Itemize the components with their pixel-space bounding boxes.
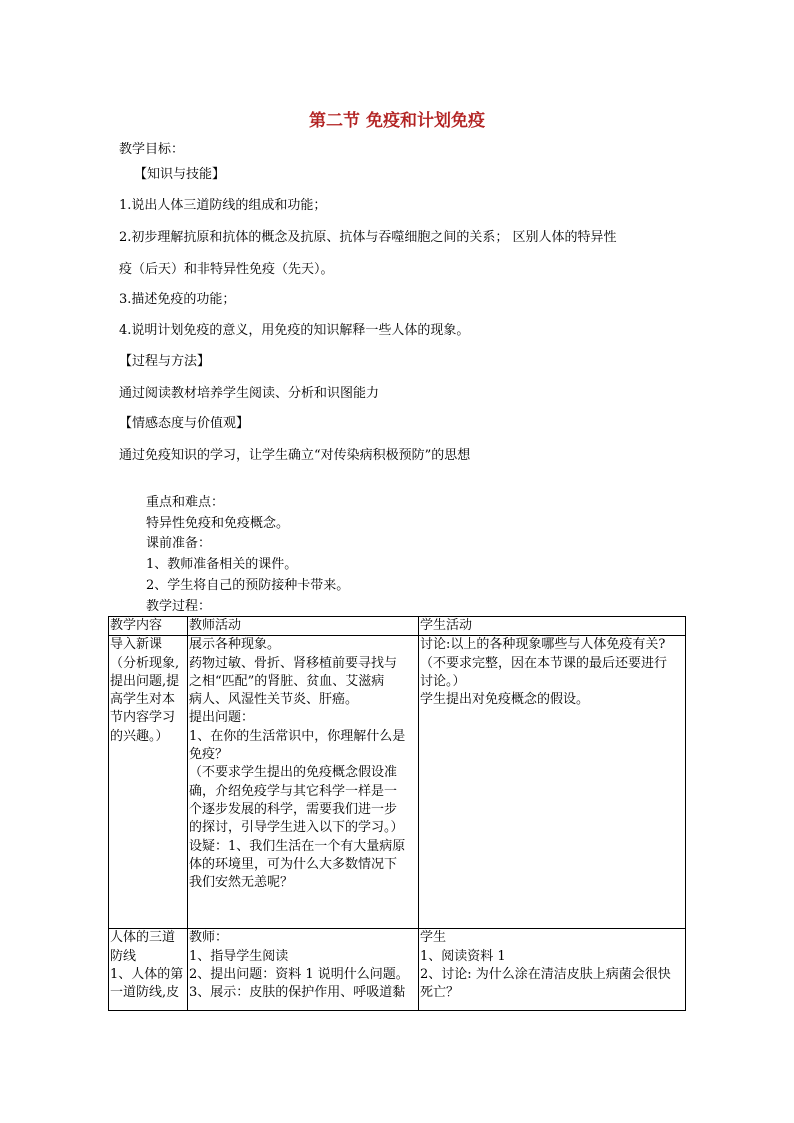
objective-item: 4.说明计划免疫的意义，用免疫的知识解释一些人体的现象。 [119, 323, 470, 338]
cell-line: （分析现象, [110, 655, 180, 671]
cell-line: 一道防线,皮 [110, 985, 180, 1001]
objective-item: 疫（后天）和非特异性免疫（先天）。 [119, 262, 334, 277]
teaching-process-heading: 教学过程： [146, 599, 212, 614]
content-cell [109, 929, 188, 1011]
objective-item: 2.初步理解抗原和抗体的概念及抗原、抗体与吞噬细胞之间的关系； 区别人体的特异性 [119, 230, 617, 245]
cell-line: 的探讨，引导学生进入以下的学习。） [189, 820, 404, 836]
cell-line: 病人、风湿性关节炎、肝癌。 [189, 692, 359, 708]
cell-line: 2、讨论: 为什么涂在清洁皮肤上病菌会很快 [420, 966, 671, 982]
header-cell: 学生活动 [419, 617, 686, 636]
cell-line: 展示各种现象。 [189, 637, 281, 653]
process-heading: 【过程与方法】 [119, 354, 211, 369]
cell-line: 提出问题,提 [110, 673, 180, 689]
knowledge-heading: 【知识与技能】 [134, 167, 226, 182]
cell-line: 3、展示：皮肤的保护作用、呼吸道黏 [189, 985, 406, 1001]
cell-line: 体的环境里，可为什么大多数情况下 [189, 856, 398, 872]
table-row [109, 636, 686, 929]
student-cell [419, 636, 686, 929]
cell-line: 之相“匹配”的肾脏、贫血、艾滋病 [189, 673, 385, 689]
cell-line: 1、人体的第 [110, 966, 184, 982]
lesson-table [108, 616, 686, 1011]
cell-line: 讨论:以上的各种现象哪些与人体免疫有关? [420, 637, 666, 653]
cell-line: 高学生对本 [110, 692, 176, 708]
cell-line: 设疑：1、我们生活在一个有大量病原 [189, 838, 406, 854]
prep-item: 2、学生将自己的预防接种卡带来。 [146, 578, 350, 593]
objective-item: 1.说出人体三道防线的组成和功能； [119, 198, 327, 213]
cell-line: 药物过敏、骨折、肾移植前要寻找与 [189, 655, 398, 671]
cell-line: 教师： [189, 930, 229, 946]
student-cell [419, 929, 686, 1011]
cell-line: 人体的三道 [110, 930, 176, 946]
cell-line: 学生 [420, 930, 447, 946]
cell-line: 免疫？ [189, 747, 229, 763]
cell-line: 个逐步发展的科学，需要我们进一步 [189, 801, 398, 817]
cell-line: 学生提出对免疫概念的假设。 [420, 692, 590, 708]
focus-text: 特异性免疫和免疫概念。 [146, 516, 290, 531]
content-cell [109, 636, 188, 929]
cell-line: 1、指导学生阅读 [189, 948, 289, 964]
table-row [109, 929, 686, 1011]
objective-item: 3.描述免疫的功能； [119, 292, 236, 307]
cell-line: 节内容学习 [110, 710, 176, 726]
attitude-heading: 【情感态度与价值观】 [119, 416, 250, 431]
header-cell: 教学内容 [109, 617, 188, 636]
cell-line: 1、在你的生活常识中，你理解什么是 [189, 728, 406, 744]
header-cell: 教师活动 [188, 617, 419, 636]
cell-line: 防线 [110, 948, 137, 964]
cell-line: 提出问题： [189, 710, 255, 726]
prep-heading: 课前准备： [146, 536, 212, 551]
cell-line: 我们安然无恙呢？ [189, 875, 294, 891]
prep-item: 1、教师准备相关的课件。 [146, 557, 298, 572]
cell-line: （不要求学生提出的免疫概念假设准 [189, 765, 398, 781]
cell-line: 讨论。） [420, 673, 466, 689]
teacher-cell [188, 636, 419, 929]
cell-line: 导入新课 [110, 637, 163, 653]
cell-line: 确，介绍免疫学与其它科学一样是一 [189, 783, 398, 799]
cell-line: 1、阅读资料 1 [420, 948, 506, 964]
process-text: 通过阅读教材培养学生阅读、分析和识图能力 [119, 386, 380, 401]
page-title: 第二节 免疫和计划免疫 [309, 111, 485, 131]
table-header-row [109, 617, 686, 636]
objectives-heading: 教学目标： [119, 142, 185, 157]
teacher-cell [188, 929, 419, 1011]
cell-line: 死亡？ [420, 985, 460, 1001]
cell-line: 2、提出问题：资料 1 说明什么问题。 [189, 966, 409, 982]
cell-line: （不要求完整，因在本节课的最后还要进行 [420, 655, 668, 671]
focus-heading: 重点和难点： [146, 495, 225, 510]
cell-line: 的兴趣。） [110, 728, 169, 744]
attitude-text: 通过免疫知识的学习，让学生确立“对传染病积极预防”的思想 [119, 448, 471, 463]
